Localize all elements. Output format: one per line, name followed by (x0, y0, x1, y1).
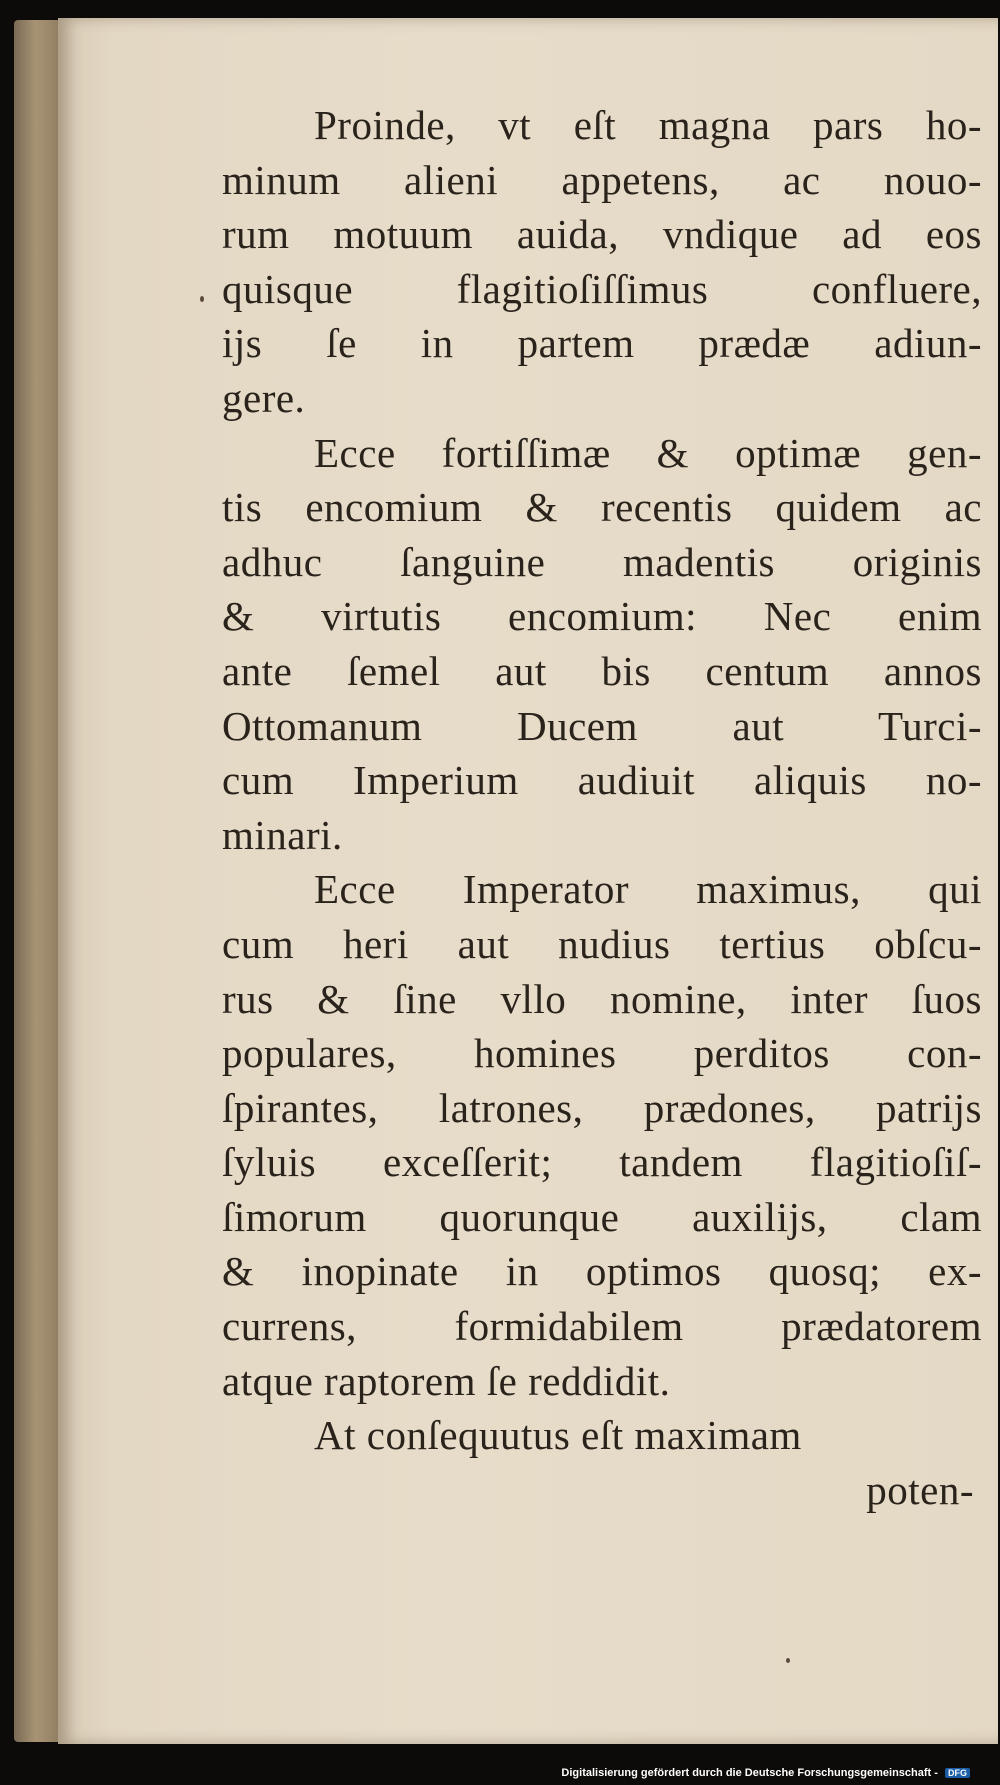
text-line (222, 535, 982, 590)
text-line (222, 1081, 982, 1136)
text-line (222, 262, 982, 317)
ink-speck (200, 296, 204, 302)
ink-speck (786, 1658, 790, 1663)
text-line (222, 753, 982, 808)
text-line-content: Proinde, vt eſt magna pars ho- (314, 102, 982, 148)
text-line (222, 426, 982, 481)
text-line-content: rus & ſine vllo nomine, inter ſuos (222, 975, 982, 1022)
text-line-content: minum alieni appetens, ac nouo- (222, 156, 982, 203)
text-line-content: ſpirantes, latrones, prædones, patrijs (222, 1084, 982, 1131)
text-line-content: & virtutis encomium: Nec enim (222, 593, 982, 640)
text-line (222, 699, 982, 754)
text-line-content: atque raptorem ſe reddidit. (222, 1357, 671, 1404)
text-line (222, 1408, 982, 1463)
text-line-content: cum heri aut nudius tertius obſcu- (222, 920, 982, 967)
text-line (222, 1190, 982, 1245)
text-line (222, 1299, 982, 1354)
text-line (222, 644, 982, 699)
text-line-content: Ecce fortiſſimæ & optimæ gen- (314, 429, 982, 476)
text-line-content: ſyluis exceſſerit; tandem flagitioſiſ- (222, 1139, 982, 1186)
text-line (222, 1463, 982, 1518)
text-line (222, 207, 982, 262)
text-line (222, 862, 982, 917)
text-line (222, 917, 982, 972)
text-line-content: rum motuum auida, vndique ad eos (222, 211, 982, 258)
text-line-content: poten- (866, 1466, 974, 1513)
text-line-content: Ottomanum Ducem aut Turci- (222, 702, 982, 749)
text-line-content: At conſequutus eſt maximam (314, 1412, 802, 1459)
credit-text: Digitalisierung gefördert durch die Deutsche Forschungsgemeinschaft - (561, 1767, 938, 1779)
text-line-content: ijs ſe in partem prædæ adiun- (222, 320, 982, 367)
text-line-content: tis encomium & recentis quidem ac (222, 484, 982, 531)
text-line-content: quisque flagitioſiſſimus confluere, (222, 265, 982, 312)
text-line (222, 1244, 982, 1299)
digitization-credit (561, 1767, 970, 1779)
book-spine (14, 20, 62, 1742)
text-line-content: cum Imperium audiuit aliquis no- (222, 757, 982, 804)
text-line (222, 153, 982, 208)
text-line (222, 480, 982, 535)
text-line-content: adhuc ſanguine madentis originis (222, 538, 982, 585)
dfg-logo-icon: DFG (945, 1768, 970, 1778)
text-line (222, 1026, 982, 1081)
text-line (222, 1354, 982, 1409)
text-line (222, 972, 982, 1027)
text-line (222, 808, 982, 863)
text-line (222, 1135, 982, 1190)
text-line-content: & inopinate in optimos quosq; ex- (222, 1248, 982, 1295)
text-line-content: ante ſemel aut bis centum annos (222, 647, 982, 694)
text-line (222, 98, 982, 153)
text-line-content: minari. (222, 811, 343, 858)
text-line-content: ſimorum quorunque auxilijs, clam (222, 1193, 982, 1240)
text-line-content: currens, formidabilem prædatorem (222, 1303, 982, 1350)
text-line-content: gere. (222, 374, 306, 421)
text-line (222, 371, 982, 426)
text-line (222, 316, 982, 371)
page-text (222, 98, 982, 1517)
text-line-content: Ecce Imperator maximus, qui (314, 866, 982, 913)
text-line-content: populares, homines perditos con- (222, 1030, 982, 1077)
text-line (222, 589, 982, 644)
